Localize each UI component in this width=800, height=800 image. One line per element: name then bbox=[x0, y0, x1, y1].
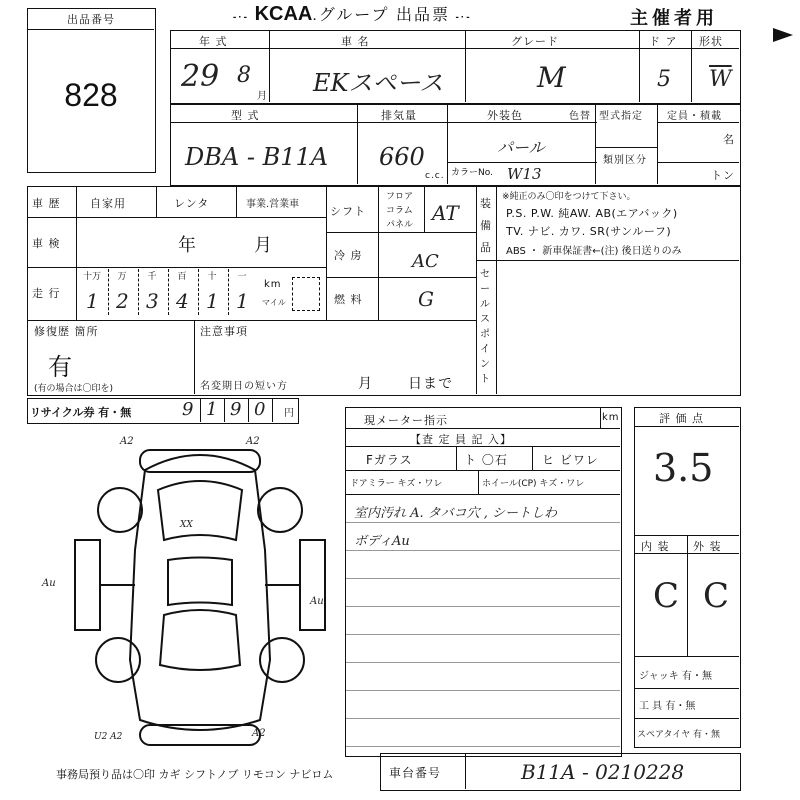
shift-label: シフト bbox=[330, 205, 366, 218]
recycle-digit: 9 bbox=[230, 399, 242, 420]
name-label: 車 名 bbox=[341, 35, 370, 48]
seats-unit: 名 bbox=[723, 133, 735, 146]
year-label: 年 式 bbox=[199, 35, 228, 48]
comment-rule bbox=[346, 522, 620, 523]
exterior-value: C bbox=[703, 576, 730, 616]
comment-rule bbox=[346, 690, 620, 691]
jack-label: ジャッキ 有・無 bbox=[639, 671, 712, 682]
chassis-box bbox=[380, 753, 741, 791]
shape-label: 形状 bbox=[699, 35, 723, 48]
recycle-digit-divider bbox=[272, 399, 273, 422]
equipment-line2: TV. ナビ. カワ. SR(サンルーフ) bbox=[506, 225, 672, 238]
mileage-digit-label: 万 bbox=[117, 272, 127, 282]
recycle-digit: 1 bbox=[206, 399, 218, 420]
deadline-month-unit: 月 bbox=[358, 376, 373, 392]
shape-value: $\overline{W}$ bbox=[709, 67, 732, 92]
interior-label: 内 装 bbox=[641, 540, 670, 553]
car-name-value: EKスペース bbox=[313, 69, 444, 97]
mileage-digit-divider bbox=[168, 269, 169, 315]
lot-number-value: 828 bbox=[64, 77, 118, 113]
comment-rule bbox=[346, 606, 620, 607]
month-unit: 月 bbox=[257, 91, 268, 102]
shift-panel[interactable]: パネル bbox=[386, 220, 414, 230]
grade-label: グレード bbox=[511, 35, 559, 48]
mileage-digit-divider bbox=[228, 269, 229, 315]
yen-unit: 円 bbox=[284, 408, 295, 419]
door-label: ド ア bbox=[649, 35, 678, 48]
meter-label: 現メーター指示 bbox=[364, 414, 448, 427]
diagram-mark-front-right: A2 bbox=[246, 436, 260, 447]
score-value: 3.5 bbox=[653, 446, 714, 490]
color-number-value: W13 bbox=[507, 165, 542, 183]
door-value: 5 bbox=[657, 67, 671, 92]
mileage-digit-divider bbox=[138, 269, 139, 315]
model-designation-label: 型式指定 bbox=[599, 111, 643, 122]
car-diagram bbox=[60, 430, 340, 760]
model-label: 型 式 bbox=[231, 109, 260, 122]
inspector-header: 【査 定 員 記 入】 bbox=[410, 433, 512, 446]
vehicle-info-row2 bbox=[170, 104, 741, 186]
history-label: 車 歴 bbox=[32, 197, 61, 210]
crack-label: ヒ ビワレ bbox=[542, 453, 599, 467]
mileage-digit-label: 一 bbox=[237, 272, 247, 282]
deadline-label: 名変期日の短い方 bbox=[200, 381, 288, 392]
comment-line-1: 室内汚れ A. タバコ穴 , シートしわ bbox=[354, 506, 558, 521]
recycle-label: リサイクル券 有・無 bbox=[30, 406, 132, 419]
repair-note: (有の場合は〇印を) bbox=[34, 384, 114, 394]
displacement-label: 排気量 bbox=[381, 109, 417, 122]
mileage-digit-label: 百 bbox=[177, 272, 187, 282]
repair-label: 修復歴 箇所 bbox=[34, 325, 99, 338]
model-value: DBA - B11A bbox=[185, 143, 329, 171]
comment-rule bbox=[346, 746, 620, 747]
shift-value: AT bbox=[432, 201, 459, 225]
recycle-digit: 0 bbox=[254, 399, 266, 420]
tools-label: 工 具 有・無 bbox=[639, 701, 696, 712]
equipment-line3: ABS ・ 新車保証書←(注) 後日送りのみ bbox=[506, 246, 682, 257]
spare-label: スペアタイヤ 有・無 bbox=[637, 730, 721, 740]
diagram-mark-right: Au bbox=[310, 596, 324, 607]
inspection-month-unit: 月 bbox=[254, 235, 273, 256]
mileage-digit: 1 bbox=[86, 289, 99, 313]
inspector-block bbox=[345, 407, 622, 757]
mileage-digit: 4 bbox=[176, 289, 189, 313]
lot-number-box bbox=[27, 8, 156, 173]
diagram-mark-left: Au bbox=[42, 578, 56, 589]
mileage-digit-divider bbox=[198, 269, 199, 315]
recycle-digit-divider bbox=[248, 399, 249, 422]
shift-column[interactable]: コラム bbox=[386, 206, 413, 216]
organizer-label: 主催者用 bbox=[630, 8, 718, 29]
meter-km-unit: km bbox=[602, 412, 620, 423]
diagram-mark-rear-left: U2 A2 bbox=[94, 732, 123, 742]
sales-point-label: セールスポイント bbox=[480, 269, 490, 385]
chassis-label: 車台番号 bbox=[389, 766, 442, 780]
diagram-mark-roof: XX bbox=[180, 520, 193, 530]
mileage-digit: 1 bbox=[206, 289, 219, 313]
history-private[interactable]: 自家用 bbox=[90, 197, 126, 210]
inspection-year-unit: 年 bbox=[178, 235, 197, 256]
equipment-label: 装備品 bbox=[480, 197, 491, 254]
score-block bbox=[634, 407, 741, 748]
mile-unit: マイル bbox=[262, 298, 286, 307]
comment-rule bbox=[346, 578, 620, 579]
score-label: 評 価 点 bbox=[659, 412, 704, 425]
mileage-digit: 1 bbox=[236, 289, 249, 313]
deadline-day-unit: 日まで bbox=[408, 376, 453, 392]
comment-line-2: ボディAu bbox=[354, 534, 410, 549]
history-business[interactable]: 事業.営業車 bbox=[246, 199, 300, 210]
year-value: 29 bbox=[181, 59, 220, 94]
ac-label: 冷 房 bbox=[334, 249, 363, 262]
color-change-label: 色替 bbox=[569, 111, 591, 122]
exterior-color-label: 外装色 bbox=[487, 109, 523, 122]
fuel-label: 燃 料 bbox=[334, 293, 363, 306]
mileage-label: 走 行 bbox=[32, 287, 61, 300]
capacity-label: 定員・積載 bbox=[667, 111, 722, 122]
comment-rule bbox=[346, 718, 620, 719]
color-number-label: カラーNo. bbox=[451, 168, 493, 178]
mileage-digit-label: 十 bbox=[207, 272, 217, 282]
interior-value: C bbox=[653, 576, 680, 616]
wheel-label: ホイール(CP) キズ・ワレ bbox=[482, 479, 585, 489]
recycle-box bbox=[27, 398, 299, 424]
category-label: 類別区分 bbox=[603, 155, 647, 166]
km-unit: km bbox=[264, 279, 282, 290]
mileage-digit-label: 十万 bbox=[82, 272, 101, 282]
comment-rule bbox=[346, 662, 620, 663]
mirror-label: ドアミラー キズ・ワレ bbox=[350, 479, 443, 489]
grade-value: M bbox=[537, 61, 566, 94]
mileage-digit-label: 千 bbox=[147, 272, 157, 282]
month-value: 8 bbox=[237, 63, 251, 88]
comment-rule bbox=[346, 550, 620, 551]
comment-rule bbox=[346, 634, 620, 635]
equipment-line1: P.S. P.W. 純AW. AB(エアバック) bbox=[506, 207, 678, 220]
notes-label: 注意事項 bbox=[200, 325, 248, 338]
cc-unit: c.c. bbox=[425, 171, 445, 181]
diagram-mark-front-left: A2 bbox=[120, 436, 134, 447]
mileage-digit: 2 bbox=[116, 289, 129, 313]
mileage-digit-divider bbox=[108, 269, 109, 315]
mileage-digit: 3 bbox=[146, 289, 159, 313]
form-title: .グループ 出品票 bbox=[312, 7, 450, 24]
glass-label: Fガラス bbox=[366, 453, 413, 467]
lot-number-label: 出品番号 bbox=[28, 11, 154, 30]
km-mile-box bbox=[292, 277, 320, 311]
displacement-value: 660 bbox=[379, 143, 425, 171]
repair-value: 有 bbox=[48, 353, 72, 381]
org-name: KCAA bbox=[254, 3, 313, 25]
shift-floor[interactable]: フロア bbox=[386, 192, 414, 202]
diagram-mark-rear-right: A2 bbox=[252, 728, 266, 739]
chassis-value: B11A - 0210228 bbox=[521, 760, 685, 784]
recycle-digit: 9 bbox=[182, 399, 194, 420]
ton-unit: トン bbox=[711, 169, 735, 182]
footer-keys: 事務局預り品は〇印 カギ シフトノブ リモコン ナビロム bbox=[56, 768, 334, 781]
kcaa-logo: -·- KCAA.グループ 出品票 -·- bbox=[233, 3, 472, 25]
recycle-digit-divider bbox=[224, 399, 225, 422]
corner-arrow-icon bbox=[773, 28, 793, 42]
vehicle-info-row1 bbox=[170, 30, 741, 104]
color-value: パール bbox=[497, 138, 545, 157]
recycle-digit-divider bbox=[200, 399, 201, 422]
history-rental[interactable]: レンタ bbox=[174, 197, 210, 210]
fuel-value: G bbox=[418, 287, 434, 311]
chip-label: ト 〇石 bbox=[464, 453, 508, 467]
equipment-note: ※純正のみ〇印をつけて下さい。 bbox=[502, 192, 636, 202]
ac-value: AC bbox=[412, 251, 439, 272]
history-block bbox=[27, 186, 741, 396]
inspection-label: 車 検 bbox=[32, 237, 61, 250]
exterior-label: 外 装 bbox=[693, 540, 722, 553]
